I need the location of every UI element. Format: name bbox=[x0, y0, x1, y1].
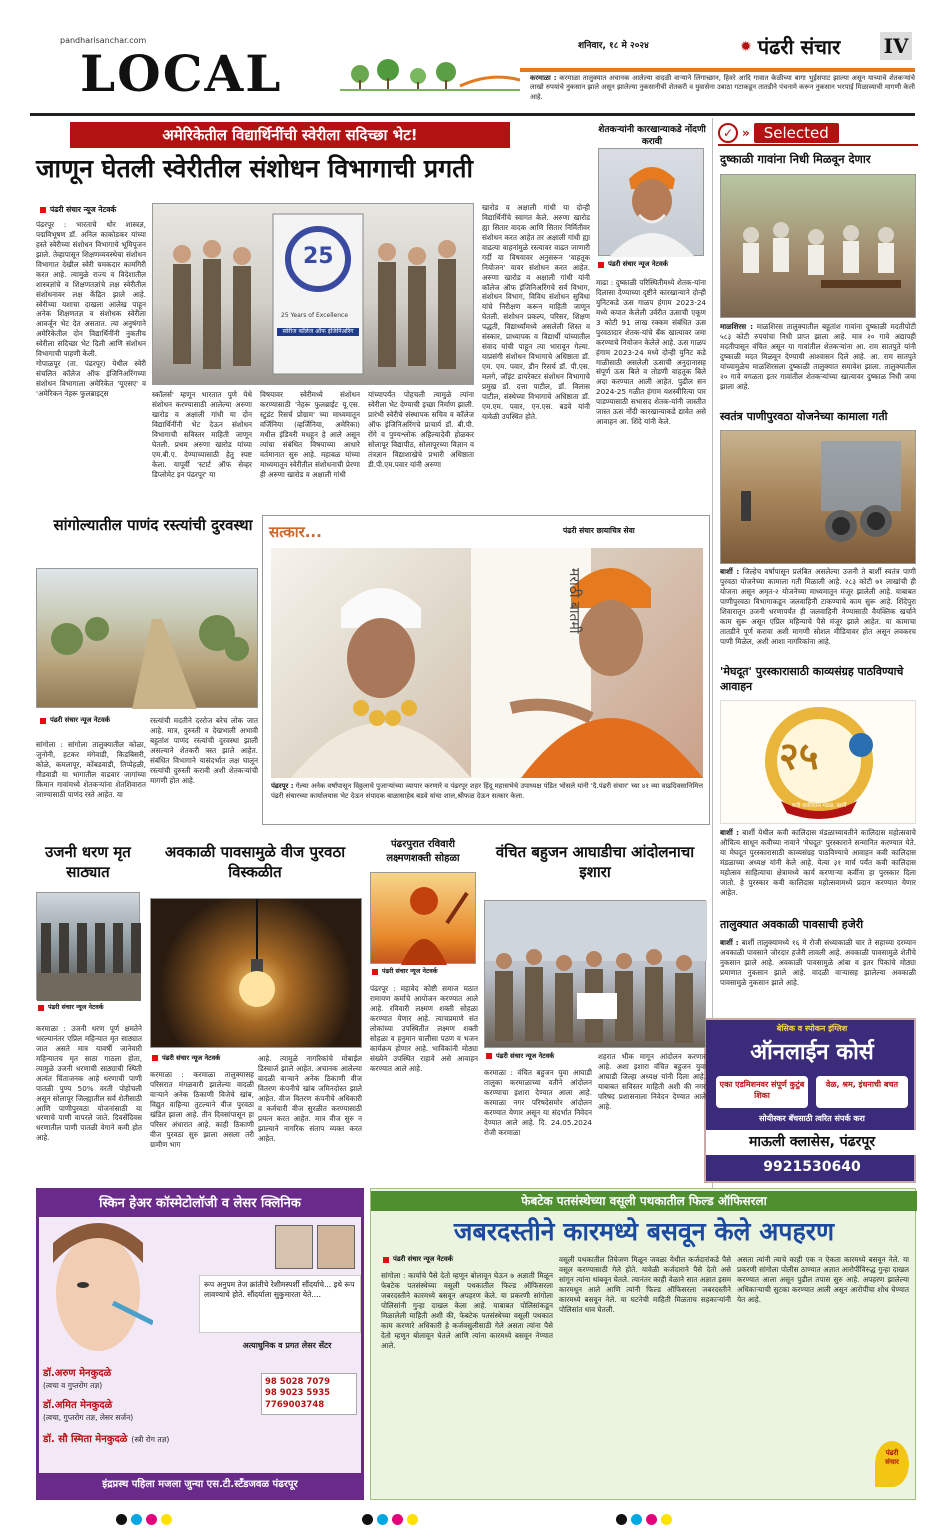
registration-dots-right bbox=[616, 1514, 672, 1525]
selected-header bbox=[718, 122, 918, 146]
caption-text: गेल्या अनेक वर्षांपासून विठ्ठलाचे पुजाऱ्यांच्या व्यापार करणारे व पंढरपूर शहर हिंदू महासभेचे उपाध्यक्ष पंडित भोसले यांनी 'दै.पंढरी संचार' च्या ४१ व्या वाढदिवसानिमित्त पंढरी संचारच्या कार्यालयास भेट देऊन संपादक बाळासाहेब बडवे यांचा शाल,श्रीफळ देऊन सत्कार केला. bbox=[271, 782, 703, 800]
road-photo bbox=[36, 568, 258, 708]
poetry-body: बार्शी येथील कवी कालिदास मंडळाच्यावतीने कालिदास महोत्सवाचे औचित्य साधून कवीच्या नावाने 'मेघदूत' पुरस्काराने सन्मानित करण्यात येते. या मेघदूत पुरस्कारासाठी काव्यसंग्रह पाठविण्याचे आवाहन कवी कालिदास मंडळाच्या अध्यक्ष यांनी केले आहे. येत्या ३१ मार्च पर्यंत कवी कालिदास महोत्सव साहित्याचा क्षेत्रामध्ये कार्य करणाऱ्या कवींना हा पुरस्कार दिला जातो. हे पुरस्कार कवी कालिदास महोत्सवामध्ये प्रदान करण्यात येणार आहेत. bbox=[720, 828, 916, 897]
hanuman-icon bbox=[371, 873, 477, 965]
drought-title: दुष्काळी गावांना निधी मिळवून देणार bbox=[720, 152, 871, 166]
dam-icon bbox=[37, 893, 141, 1001]
poetry-text bbox=[720, 828, 916, 912]
kidnap-col1: सांगोला : कार्याचे पैसे देतो म्हणून बोलावून घेऊन ७ अज्ञाती मिळून फेबटेक पतसंस्थेच्या वसूली पथकातील फिल्ड ऑफिसरला जबरदस्तीने कारमध्ये बसवून अपहरण केले. या प्रकरणी सांगोला पोलिसांनी गुन्हा दाखल केला आहे. याबाबत पोलिसांकडून मिळालेली माहिती अशी की, फेबटेक पतसंस्थेच्या वसूली पथकात काम करणारे अधिकारी हे कर्जवसुलीसाठी गेले असता त्यांना पैसे देतो म्हणून बोलावून घेतले आणि त्यांना कारमध्ये बसवून नेण्यात आले. bbox=[381, 1271, 553, 1350]
byline-text: पंढरी संचार न्यूज नेटवर्क bbox=[50, 205, 117, 214]
doctor-2 bbox=[43, 1399, 243, 1423]
kidnap-col2: वसूली पथकातील तिघेजण मिळून जवळा येथील कर्जदारांकडे पैसे वसूल करण्यासाठी गेले होते. यावेळी कर्जदाराने पैसे देतो असे सांगून त्यांना थांबवून घेतले. त्यानंतर काही वेळाने सात अज्ञात इसम कारमधून आले आणि त्यांनी फिल्ड ऑफिसरला जबरदस्तीने कारमध्ये बसवून नेले. या घटनेची माहिती मिळताच सहकाऱ्यांनी पोलिसांत धाव घेतली. bbox=[559, 1255, 731, 1314]
doctor-name: डॉ. सौ स्मिता मेनकुदळे bbox=[43, 1434, 128, 1445]
doctor-spec: (त्वचा व गुप्तरोग तज्ञ) bbox=[43, 1380, 103, 1390]
double-chevron-icon: » bbox=[742, 125, 750, 140]
byline-text: पंढरी संचार न्यूज नेटवर्क bbox=[608, 260, 668, 268]
water-title: स्वतंत्र पाणीपुरवठा योजनेच्या कामाला गती bbox=[720, 410, 888, 423]
skin-service: अत्याधुनिक व प्रगत लेसर सेंटर bbox=[242, 1341, 332, 1350]
masthead-rule bbox=[30, 113, 915, 116]
water-text bbox=[720, 567, 916, 661]
poetry-logo bbox=[720, 700, 916, 824]
hanuman-title: पंढरपुरात रविवारी लक्ष्मणशक्ती सोहळा bbox=[386, 839, 460, 864]
lead-col4: यांच्यापर्यंत पोहचली त्यामुळे त्यांना स्वेरीला भेट देण्याची इच्छा निर्माण झाली. प्रारंभी स्वेरीचे संस्थापक सचिव व कॉलेज ऑफ इंजिनिअरिंगचे प्राचार्य डॉ. बी.पी. रोंगे व पुण्यश्लोक अहिल्यादेवी होळकर सोलापूर विद्यापीठ, सोलापूरच्या विज्ञान व तंत्रज्ञान विद्याशाखेचे प्रभारी अधिष्ठाता डी.पी.एम.पवार यांनी अरुणा bbox=[368, 390, 474, 469]
photo-logo: 25 bbox=[303, 244, 334, 269]
farmer-title: शेतकऱ्यांनी कारखान्याकडे नोंदणी करावी bbox=[598, 125, 706, 148]
course-name: माऊली क्लासेस, पंढरपूर bbox=[706, 1130, 918, 1155]
power-col1: करमाळा : करमाळा तालुक्यासह परिसरात मंगळवारी झालेल्या वादळी वाऱ्याने अनेक ठिकाणी विजेचे खांब, विद्युत वाहिन्या तुटल्याने वीज पुरवठा खंडित झाला आहे. तीन दिवसांपासून हा परिसर अंधारात आहे. काही ठिकाणी वीज पुरवठा सुरु झाला असला तरी ग्रामीण भाग bbox=[150, 1070, 254, 1149]
power-byline bbox=[152, 1054, 220, 1063]
ujani-byline bbox=[38, 1004, 104, 1013]
doctor-spec: (स्त्री रोग तज्ञ) bbox=[131, 1435, 170, 1444]
farmer-body: माढा : दुष्काळी परिस्थितीमध्ये शेतक-यांना दिलासा देण्याच्या दृष्टीने कारखान्याने दोन्ही युनिटकडे ऊस गाळप हंगाम 2023-24 मध्ये कपात केलेली उर्वरीत ऊसाची एकूण 3 कोटी 91 लाख रक्कम संबंधित ऊस पुरवठादार शेतक-यांचे बँक खात्यावर जमा करण्याचे नियोजन केलेले आहे. ऊस गाळप हंगाम 2023-24 मध्ये दोन्ही युनिट कडे गाळीसाठी असलेली ऊसाची अनुदानासह संपूर्ण ऊस बिले व तोडणी वाहतूक बिले अदा करण्यात आली आहेत. पुढील सन 2024-25 गळीत हंगाम यशस्वीरित्या पार पाडण्यासाठी सभासद शेतक-यांनी जास्तीत जास्त ऊस नोंदी कारखान्याकडे द्यावेत असे आवाहन आ. शिंदे यांनी केले. bbox=[596, 278, 706, 427]
felicitation-credit: पंढरी संचार छायाचित्र सेवा bbox=[563, 526, 635, 535]
course-right-box: वेळ, श्रम, इंधनाची बचत bbox=[816, 1076, 908, 1108]
kidnap-box bbox=[370, 1188, 916, 1500]
hanuman-body: पंढरपूर : महावेद कोष्टी समाज मठात रामायण कर्माचे आयोजन करण्यात आले आहे. रविवारी लक्ष्मण शक्ती सोहळा करण्यात येणार आहे. त्याचप्रमाणे संत लोकांच्या उपस्थितीत लक्ष्मण शक्ती सोहळा व हनुमान चालीसा पठण व भजन कार्यक्रम होणार आहे. भाविकांनी मोठ्या संख्येने उपस्थित राहावे असे आवाहन करण्यात आले आहे. bbox=[370, 984, 478, 1073]
masthead bbox=[0, 0, 945, 118]
doctor-3 bbox=[43, 1433, 247, 1447]
course-top: बेसिक व स्पोकन इंग्लिश bbox=[776, 1024, 848, 1033]
kidnap-headline: जबरदस्तीने कारमध्ये बसवून केले अपहरण bbox=[453, 1217, 835, 1246]
lead-col1: पंढरपूर : भारताचे थोर शास्त्रज्ञ, पद्मविभूषण डॉ. अनिल काकोडकर यांच्या हस्ते स्वेरीच्या संशोधन विभागाचे भूमिपूजन झाले. तेव्हापासून शिक्षणव्यवस्थेचा संशोधन विभागात देखील स्वेरी चमकदार कामगिरी करत आहे. त्यामुळे राज्य व विदेशातील शास्त्रज्ञांचे व शिक्षणतज्ञांचे लक्ष स्वेरीतील संशोधनावर लक्ष केंद्रित झाले आहे. स्वेरीच्या यशाचा दाखला आलेख पाहून अनेक शिक्षणतज्ञ व संशोधक स्वेरीला आवर्जून भेट देत असतात. त्या अनुषंगाने अमेरिकेतील दोन विद्यार्थिनींनी नुकतीच स्वेरीला सदिच्छा भेट दिली आणि संशोधन विभागाची पाहणी केली. गोपाळपूर (ता. पंढरपूर) येथील स्वेरी संचलित कॉलेज ऑफ इंजिनिअरिंगच्या संशोधन विभागाला अमेरिकेत 'यूएसए' व 'अमेरिकन नेहरू फुलब्राइट्स bbox=[36, 220, 146, 398]
ujani-photo bbox=[36, 892, 140, 1000]
doctor-photo-2 bbox=[317, 1225, 355, 1269]
road-left: सांगोला : सांगोला तालुक्यातील कोळा, जुनोनी, हटकर मंगेवाडी, किडबिसरी, कोळे, कमलापूर, कोंबडवाडी, तिप्पेहळी, गौडवाडी या भागातील वाढवार जागांच्या किमान गावांमध्ये शेतकऱ्यांना शेतशिवारात जाण्यासाठी पाणंद रस्ते आहेत. या bbox=[36, 740, 146, 799]
skin-title: स्किन हेअर कॉस्मेटोलॉजी व लेसर क्लिनिक bbox=[39, 1191, 361, 1217]
water-body: जिल्हेच वर्षापासून प्रलंबित असलेल्या उजनी ते बार्शी स्वतंत्र पाणी पुरवठा योजनेच्या कामाला गती मिळाली आहे. २८३ कोटी ७१ लाखांची ही योजना असून अमृत-२ योजनेच्या माध्यमातून मंजूर झालेली आहे. याबाबत पाणीपुरवठा विभागाकडून जलवाहिनी टाकण्याचे काम सुरू आहे. शिंदेपुरा शिवारातून उजनी धरणापर्यंत ही जलवाहिनी नेण्यासाठी वैयक्तिक खर्चाने काम सुरू असून एप्रिल महिन्याचे पैसे मंजूर झाले आहेत. या कामाचा तातडीने पूर्ण करावा अशी मागणी सोशल मीडियावर होत असून लवकरच पाणी मिळेल, अशी आशा नागरिकांना आहे. bbox=[720, 567, 916, 646]
lead-col5: खारोड व अक्षाली गांधी या दोन्ही विद्यार्थिनींचे स्वागत केले. अरुणा खारोड ह्या सितार वादक आणि सितार निर्मितीवर संशोधन करत आहेत तर अक्षाली गांधी ह्या वाढत्या वाहनांमुळे रस्त्यावर वाढत जाणारी गर्दी या विषयावर अनुसरून 'वाहतूक नियोजन' यावर संशोधन करत आहेत. अरुणा खारोड व अक्षाली गांधी यांनी कॉलेज ऑफ इंजिनिअरिंगचे सर्व विभाग, संशोधन विभाग, विविध संशोधन सुविधा यांचे निरीक्षण करून माहिती जाणून घेतली. संशोधन प्रकल्प, परिसर, शिक्षण पद्धती, विद्यार्थ्यांमध्ये असलेली शिस्त व संस्कार, प्राध्यापक व विद्यार्थी यांच्यातील संवाद यांची पाहून त्या भारावून गेल्या. याप्रसंगी संशोधन विभागाचे अधिष्ठाता डॉ. एम. एम. पवार, डीन रिसर्च डॉ. पी.एस. मलगे, जॉइंट डायरेक्टर संशोधन विभागाचे प्रमुख डॉ. दत्ता पाटील, डॉ. विलास पाटील, संस्थेच्या विभागाचे अधिष्ठाता डॉ. एम.एम. पवार, एन.एस. बडवे यांनी यावेळी उपस्थित होते. bbox=[482, 203, 590, 421]
course-title: ऑनलाईन कोर्स bbox=[750, 1040, 874, 1065]
registration-dots-center bbox=[362, 1514, 418, 1525]
photo-banner: स्वेरीज कॉलेज ऑफ इंजिनिअरिंग bbox=[277, 328, 359, 336]
road-right: रस्त्यांची मदतीने दररोज बरेच लोक जात आहे. मात्र, दुरुस्ती व देखभाली अभावी बहुतांश पाणंद रस्त्यांची दुरवस्था झाली असल्याने शेतकरी त्रस्त झाले आहेत. संबंधित विभागाने यासंदर्भात लक्ष घालून रस्त्यांची दुरुस्ती करावी अशी शेतकऱ्यांची मागणी होत आहे. bbox=[150, 716, 258, 785]
course-ad[interactable] bbox=[704, 1018, 916, 1183]
drought-photo bbox=[720, 174, 916, 318]
section-title: LOCAL bbox=[80, 44, 283, 103]
rain-place: बार्शी : bbox=[720, 938, 739, 947]
power-photo bbox=[150, 898, 362, 1048]
selected-label: Selected bbox=[754, 123, 839, 143]
registration-dots-left bbox=[116, 1514, 172, 1525]
kidnap-byline bbox=[383, 1255, 453, 1264]
portrait-icon bbox=[599, 149, 705, 257]
vba-col1: करमाळा : वंचित बहुजन युवा आघाडी तालुका करमाळाच्या वतीने आंदोलन करण्याचा इशारा देण्यात आला आहे. करमाळा नगर परिषदेसमोर आंदोलन करण्यात येणार असून या संदर्भात निवेदन देण्यात आले आहे. दि. 24.05.2024 रोजी करमाळा bbox=[484, 1068, 592, 1137]
orange-band bbox=[520, 68, 915, 72]
farmer-photo bbox=[598, 148, 704, 256]
caption-place: पंढरपूर : bbox=[271, 782, 294, 790]
pipeline-icon bbox=[721, 431, 917, 565]
rain-body: बार्शी तालुक्यामध्ये १६ मे रोजी संध्याकाळी चार ते सहाच्या दरम्यान अवकाळी पावसाने जोरदार हजेरी लावली आहे. अवकाळी पावसामुळे शेतीचे नुकसान झाले आहे. अवकाळी पावसामुळे आंबा व इतर पिकांचे मोठ्या प्रमाणात नुकसान झाले आहे. वादळी वाऱ्यासह झालेल्या अवकाळी पावसामुळे नुकसान झाले आहे. bbox=[720, 938, 916, 987]
road-title: सांगोल्यातील पाणंद रस्त्यांची दुरवस्था bbox=[53, 516, 253, 534]
vba-photo bbox=[484, 900, 706, 1048]
ticker-place: करमाळा : bbox=[530, 74, 557, 82]
ujani-body: करमाळा : उजनी धरण पूर्ण क्षमतेने भरल्यानंतर एप्रिल महिन्यात मृत साठ्यात जात असते मात्र यावर्षी जानेवारी महिन्यातच मृत साठा गाठला होता, त्यामुळे उजनी धरणाची साठ्याची स्थिती अत्यंत चिंताजनक आहे धरणाची पाणी पातळी पुण्य 50% वरती पोहोचली असून सोलापूर जिल्ह्यातील सर्व शेतीसाठी आणि पाणीपुरवठा योजनांसाठी या धरणाचे पाणी वापरले जाते. दिवसेंदिवस धरणातील पाणी पातळी वेगाने कमी होत आहे. bbox=[36, 1024, 142, 1143]
road-byline bbox=[40, 716, 110, 725]
group-photo-icon bbox=[153, 204, 475, 386]
logo-bottom: संचार bbox=[885, 1458, 899, 1467]
doctor-name: डॉ.अमित मेनकुदळे bbox=[43, 1400, 113, 1411]
poetry-ribbon: कवी कालिदास मंडळ, बार्शी bbox=[791, 803, 847, 809]
drought-body: माळशिरस तालुक्यातील बहुतांश गावांना दुष्काळी मदतीपोटी ५८३ कोटी रुपयांचा निधी प्राप्त झाला आहे. मात्र २० गावे अद्यापही मदतीपासून वंचित असून या गावांतील शेतकऱ्यांना आ. राम सातपुते यांनी दुष्काळी मदत मिळवून देण्याची आश्वासन दिले आहे. आ. राम सातपुते यांच्यामुळेच माळशिरसला दुष्काळी तालुक्यात समावेश झाला. तालुक्यातील २० गावे वगळता इतर गावांतील शेतकऱ्यांच्या खात्यावर दुष्काळ निधी जमा झाला आहे. bbox=[720, 322, 916, 391]
ujani-title: उजनी धरण मृत साठ्यात bbox=[45, 843, 131, 882]
power-title: अवकाळी पावसामुळे वीज पुरवठा विस्कळीत bbox=[164, 843, 346, 882]
water-photo bbox=[720, 430, 916, 564]
protest-group-icon bbox=[485, 901, 707, 1049]
felicitation-box bbox=[262, 515, 710, 825]
felicitation-caption bbox=[271, 782, 703, 822]
crowd-meeting-icon bbox=[721, 175, 917, 319]
power-col2: आहे. त्यामुळे नागरिकांचे मोबाईल डिस्चार्ज झाले आहेत. अचानक आलेल्या वादळी वाऱ्याने अनेक ठिकाणी वीज वितरण कंपनीचे खांब जमिनदोस्त झाले आहेत. वीज वितरण कंपनीचे अधिकारी व कर्मचारी वीज सुरळीत करण्यासाठी प्रयत्न करत आहेत. मात्र वीज सुरु न झाल्याने नागरिक संताप व्यक्त करत आहेत. bbox=[258, 1054, 362, 1143]
skin-phones[interactable] bbox=[261, 1373, 357, 1415]
skin-ad[interactable] bbox=[36, 1188, 364, 1500]
felicitation-photo bbox=[271, 548, 703, 778]
drought-text bbox=[720, 322, 916, 402]
lead-headline: जाणून घेतली स्वेरीतील संशोधन विभागाची प्रगती bbox=[36, 154, 473, 183]
site-url[interactable]: pandharisanchar.com bbox=[60, 36, 147, 45]
photo-caption: 25 Years of Excellence bbox=[281, 312, 349, 319]
logo-top: पंढरी bbox=[885, 1449, 899, 1457]
checkmark-icon: ✓ bbox=[718, 123, 738, 143]
doctor-name: डॉ.अरुण मेनकुदळे bbox=[43, 1368, 112, 1379]
skin-quote: रूप अनुपम तेज क्रांतीचे रेशीमस्पर्शी सौंदर्याचे... इथे रूप लावण्याचे होते. सौंदर्याला सुकुमारता येते.... bbox=[199, 1275, 361, 1333]
vba-title: वंचित बहुजन आघाडीचा आंदोलनाचा इशारा bbox=[495, 843, 695, 882]
rain-text bbox=[720, 938, 916, 1008]
skin-address: इंद्रप्रस्थ पहिला मजला जुन्या एस.टी.स्टँडजवळ पंढरपूर bbox=[39, 1473, 361, 1497]
ticker-text: करमाळा तालुक्यात अचानक आलेल्या वादळी वाऱ्याने लिंगाच्छान, हिवरे आदि गावात केळीच्या बागा भुईसपाट झाल्या असून याच्याचे शेतकऱ्यांचे लाखो रुपयांचे नुकसान झाले असून झालेल्या नुकसानीची शेतकरी व युवासेना उबाठा गटाकडून तातडीने पंचनामे करून नुकसान भरपाई मिळाव्याची मागणी केली आहे. bbox=[530, 74, 915, 101]
trees-decoration bbox=[340, 52, 520, 92]
bulb-icon bbox=[151, 899, 363, 1049]
lead-photo bbox=[152, 203, 474, 385]
kidnap-logo bbox=[875, 1441, 909, 1487]
paper-title: पंढरी संचार bbox=[757, 35, 841, 59]
issue-date: शनिवार, १८ मे २०२४ bbox=[578, 41, 649, 51]
page-number: IV bbox=[880, 32, 912, 60]
poetry-badge: २५ bbox=[779, 734, 819, 778]
vba-col2: शहरात भीक मागून आंदोलन करणार आहे. अशा इशारा वंचित बहुजन युवा आघाडी जिल्हा अध्यक्ष यांनी दिला आहे. याबाबत सविस्तर माहिती अशी की नगर परिषद प्रशासनाला निवेदन देण्यात आले आहे. bbox=[598, 1052, 706, 1111]
vba-byline bbox=[486, 1052, 554, 1061]
course-phone[interactable]: 9921530640 bbox=[763, 1159, 861, 1175]
drought-place: माळशिरस : bbox=[720, 322, 754, 331]
skin-face bbox=[43, 1223, 153, 1363]
lead-col3: विषयावर स्वेरीमध्ये संशोधन करण्यासाठी 'नेहरू फुलब्राईट यू.एस. स्टुडंट रिसर्च प्रोग्राम' च्या माध्यमातून वर्जिनिया (व्हर्जिनिया, अमेरिका) मधील इंडियरी मधहून हे आले असून त्यांचा संबंधित विषयाच्या आधारे वर्तमानात सुरु आहे. महाबळ यांच्या माध्यमातून स्वेरीतील संशोधनाची प्रेरणा ही अरुणा खारोड व अक्षाली गांधी bbox=[260, 390, 360, 479]
woman-face-icon bbox=[43, 1223, 153, 1363]
water-place: बार्शी : bbox=[720, 567, 740, 576]
felicitation-sign: मराठी बातमी bbox=[566, 568, 582, 634]
ticker bbox=[530, 74, 915, 110]
poetry-place: बार्शी : bbox=[720, 828, 740, 837]
byline-text: पंढरी संचार न्यूज नेटवर्क bbox=[162, 1054, 221, 1062]
doctor-photo-1 bbox=[275, 1225, 313, 1269]
poetry-title: 'मेघदूत' पुरस्कारासाठी काव्यसंग्रह पाठविण्याचे आवाहन bbox=[720, 665, 904, 693]
dirt-road-icon bbox=[37, 569, 259, 709]
byline-text: पंढरी संचार न्यूज नेटवर्क bbox=[50, 716, 110, 724]
doctor-1 bbox=[43, 1367, 243, 1391]
byline-text: पंढरी संचार न्यूज नेटवर्क bbox=[382, 968, 438, 975]
byline-text: पंढरी संचार न्यूज नेटवर्क bbox=[48, 1004, 104, 1011]
byline-text: पंढरी संचार न्यूज नेटवर्क bbox=[393, 1255, 453, 1263]
kidnap-kicker: फेबटेक पतसंस्थेच्या वसूली पथकातील फिल्ड ऑफिसरला bbox=[371, 1191, 917, 1211]
phone-1[interactable]: 98 5028 7079 bbox=[265, 1377, 331, 1387]
lead-byline bbox=[40, 205, 116, 215]
farmer-byline bbox=[598, 260, 668, 269]
lead-col2: स्कॉलर्स' म्हणून भारतात पुणे येथे संशोधन करण्यासाठी आलेल्या अरुणा खारोड व अक्षाली गांधी या दोन विद्यार्थिनींनी भेट देऊन संशोधन विभागाची सविस्तर माहिती जाणून घेतली. प्रथम अरुणा खारोड यांच्या एम.बी.ए. देण्याच्यासाठी हेतु स्पष्ट केला. यापूर्वी 'स्टार्ट ऑफ सेव्हर डिप्लोमेट इन पंढरपूर' या bbox=[152, 390, 252, 479]
felicitation-label: सत्कार... bbox=[269, 523, 322, 541]
lead-kicker: अमेरिकेतील विद्यार्थिनींची स्वेरीला सदिच्छा भेट! bbox=[70, 122, 510, 148]
kidnap-col3: असता त्यांनी त्याचे काही एक न ऐकता कारमध्ये बसवून नेले. या प्रकरणी सांगोला पोलीस ठाण्यात अज्ञात आरोपींविरुद्ध गुन्हा दाखल करण्यात आला असून पुढील तपास सुरु आहे. अपहरण झालेल्या अधिकाऱ्याची सुटका करण्यात आली असून आरोपींचा शोध घेण्यात येत आहे. bbox=[737, 1255, 909, 1304]
paper-name bbox=[740, 34, 840, 61]
phone-3[interactable]: 7769003748 bbox=[265, 1399, 325, 1410]
phone-2[interactable]: 98 9023 5935 bbox=[265, 1388, 331, 1399]
course-tagline: सोयीस्कर बॅचसाठी त्वरित संपर्क करा bbox=[759, 1114, 865, 1123]
rain-title: तालुक्यात अवकाळी पावसाची हजेरी bbox=[720, 918, 864, 931]
byline-text: पंढरी संचार न्यूज नेटवर्क bbox=[496, 1052, 555, 1060]
course-left-box: एका एडमिशनवर संपूर्ण कुटुंब शिका bbox=[716, 1076, 808, 1108]
hanuman-byline bbox=[372, 968, 438, 977]
doctor-spec: (त्वचा, गुप्तरोग तज्ञ, लेसर सर्जन) bbox=[43, 1412, 134, 1422]
hanuman-photo bbox=[370, 872, 476, 964]
paper-logo-icon: ✹ bbox=[740, 39, 752, 56]
